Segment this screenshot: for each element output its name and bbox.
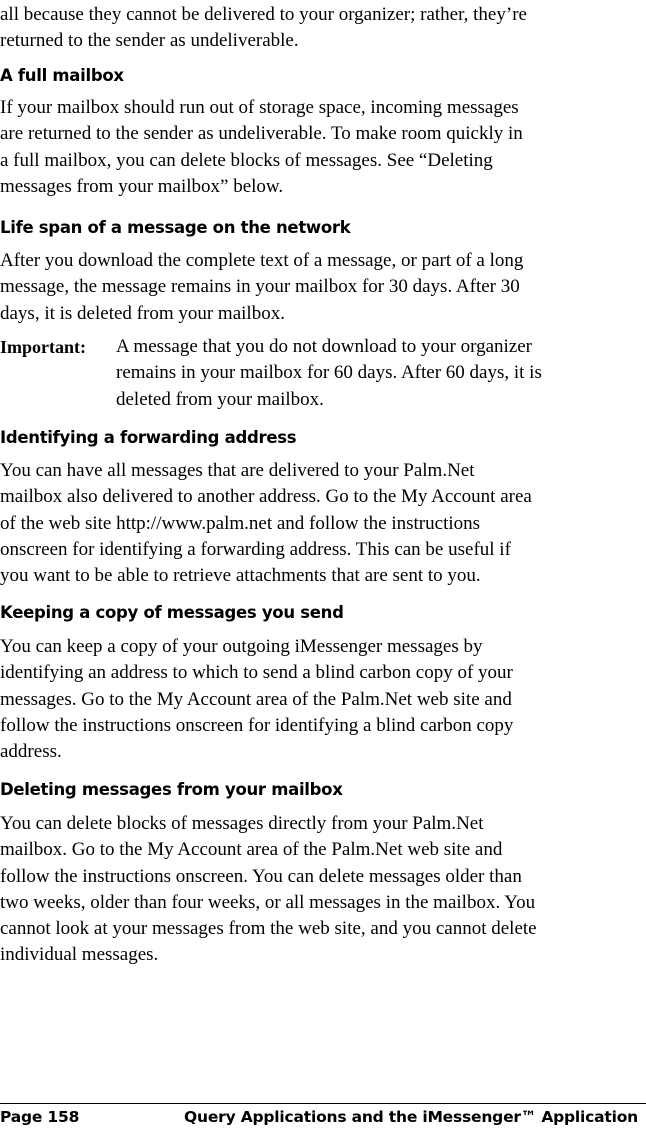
section-body-life-span: After you download the complete text of a message, or part of a long message, the message remains in your mailbox for 30 days. After 30 days, it is deleted from your mailbox. [0, 250, 524, 324]
important-label: Important: [0, 337, 86, 357]
footer-divider [0, 1103, 646, 1104]
section-body-full-mailbox: If your mailbox should run out of storage space, incoming messages are returned to the sender as undeliverable. To make room quickly in a full mailbox, you can delete blocks of messages. See “Deleting messages from your mailbox” below. [0, 97, 523, 197]
section-body-keeping-copy: You can keep a copy of your outgoing iMessenger messages by identifying an address to which to send a blind carbon copy of your messages. Go to the My Account area of the Palm.Net web site and follow the instructions onscreen for identifying a blind carbon copy address. [0, 636, 514, 763]
intro-paragraph: all because they cannot be delivered to your organizer; rather, they’re returned to the sender as undeliverable. [0, 4, 527, 52]
section-heading-full-mailbox: A full mailbox [0, 66, 124, 85]
section-body-forwarding: You can have all messages that are delivered to your Palm.Net mailbox also delivered to another address. Go to the My Account area of the web site http://www.palm.net and follow the instructions onscreen for identifying a forwarding address. This can be useful if you want to be able to retrieve attachments that are sent to you. [0, 460, 532, 587]
section-heading-forwarding: Identifying a forwarding address [0, 428, 297, 447]
section-heading-keeping-copy: Keeping a copy of messages you send [0, 603, 344, 622]
section-heading-life-span: Life span of a message on the network [0, 218, 351, 237]
footer-page-number: Page 158 [0, 1108, 80, 1126]
footer-chapter-title: Query Applications and the iMessenger™ Application [184, 1108, 638, 1126]
section-heading-deleting: Deleting messages from your mailbox [0, 780, 343, 799]
important-note: A message that you do not download to your organizer remains in your mailbox for 60 days. After 60 days, it is deleted from your mailbox. [116, 336, 542, 410]
section-body-deleting: You can delete blocks of messages directly from your Palm.Net mailbox. Go to the My Account area of the Palm.Net web site and follow the instructions onscreen. You can delete messages older than two weeks, older than four weeks, or all messages in the mailbox. You cannot look at your messages from the web site, and you cannot delete individual messages. [0, 813, 537, 966]
